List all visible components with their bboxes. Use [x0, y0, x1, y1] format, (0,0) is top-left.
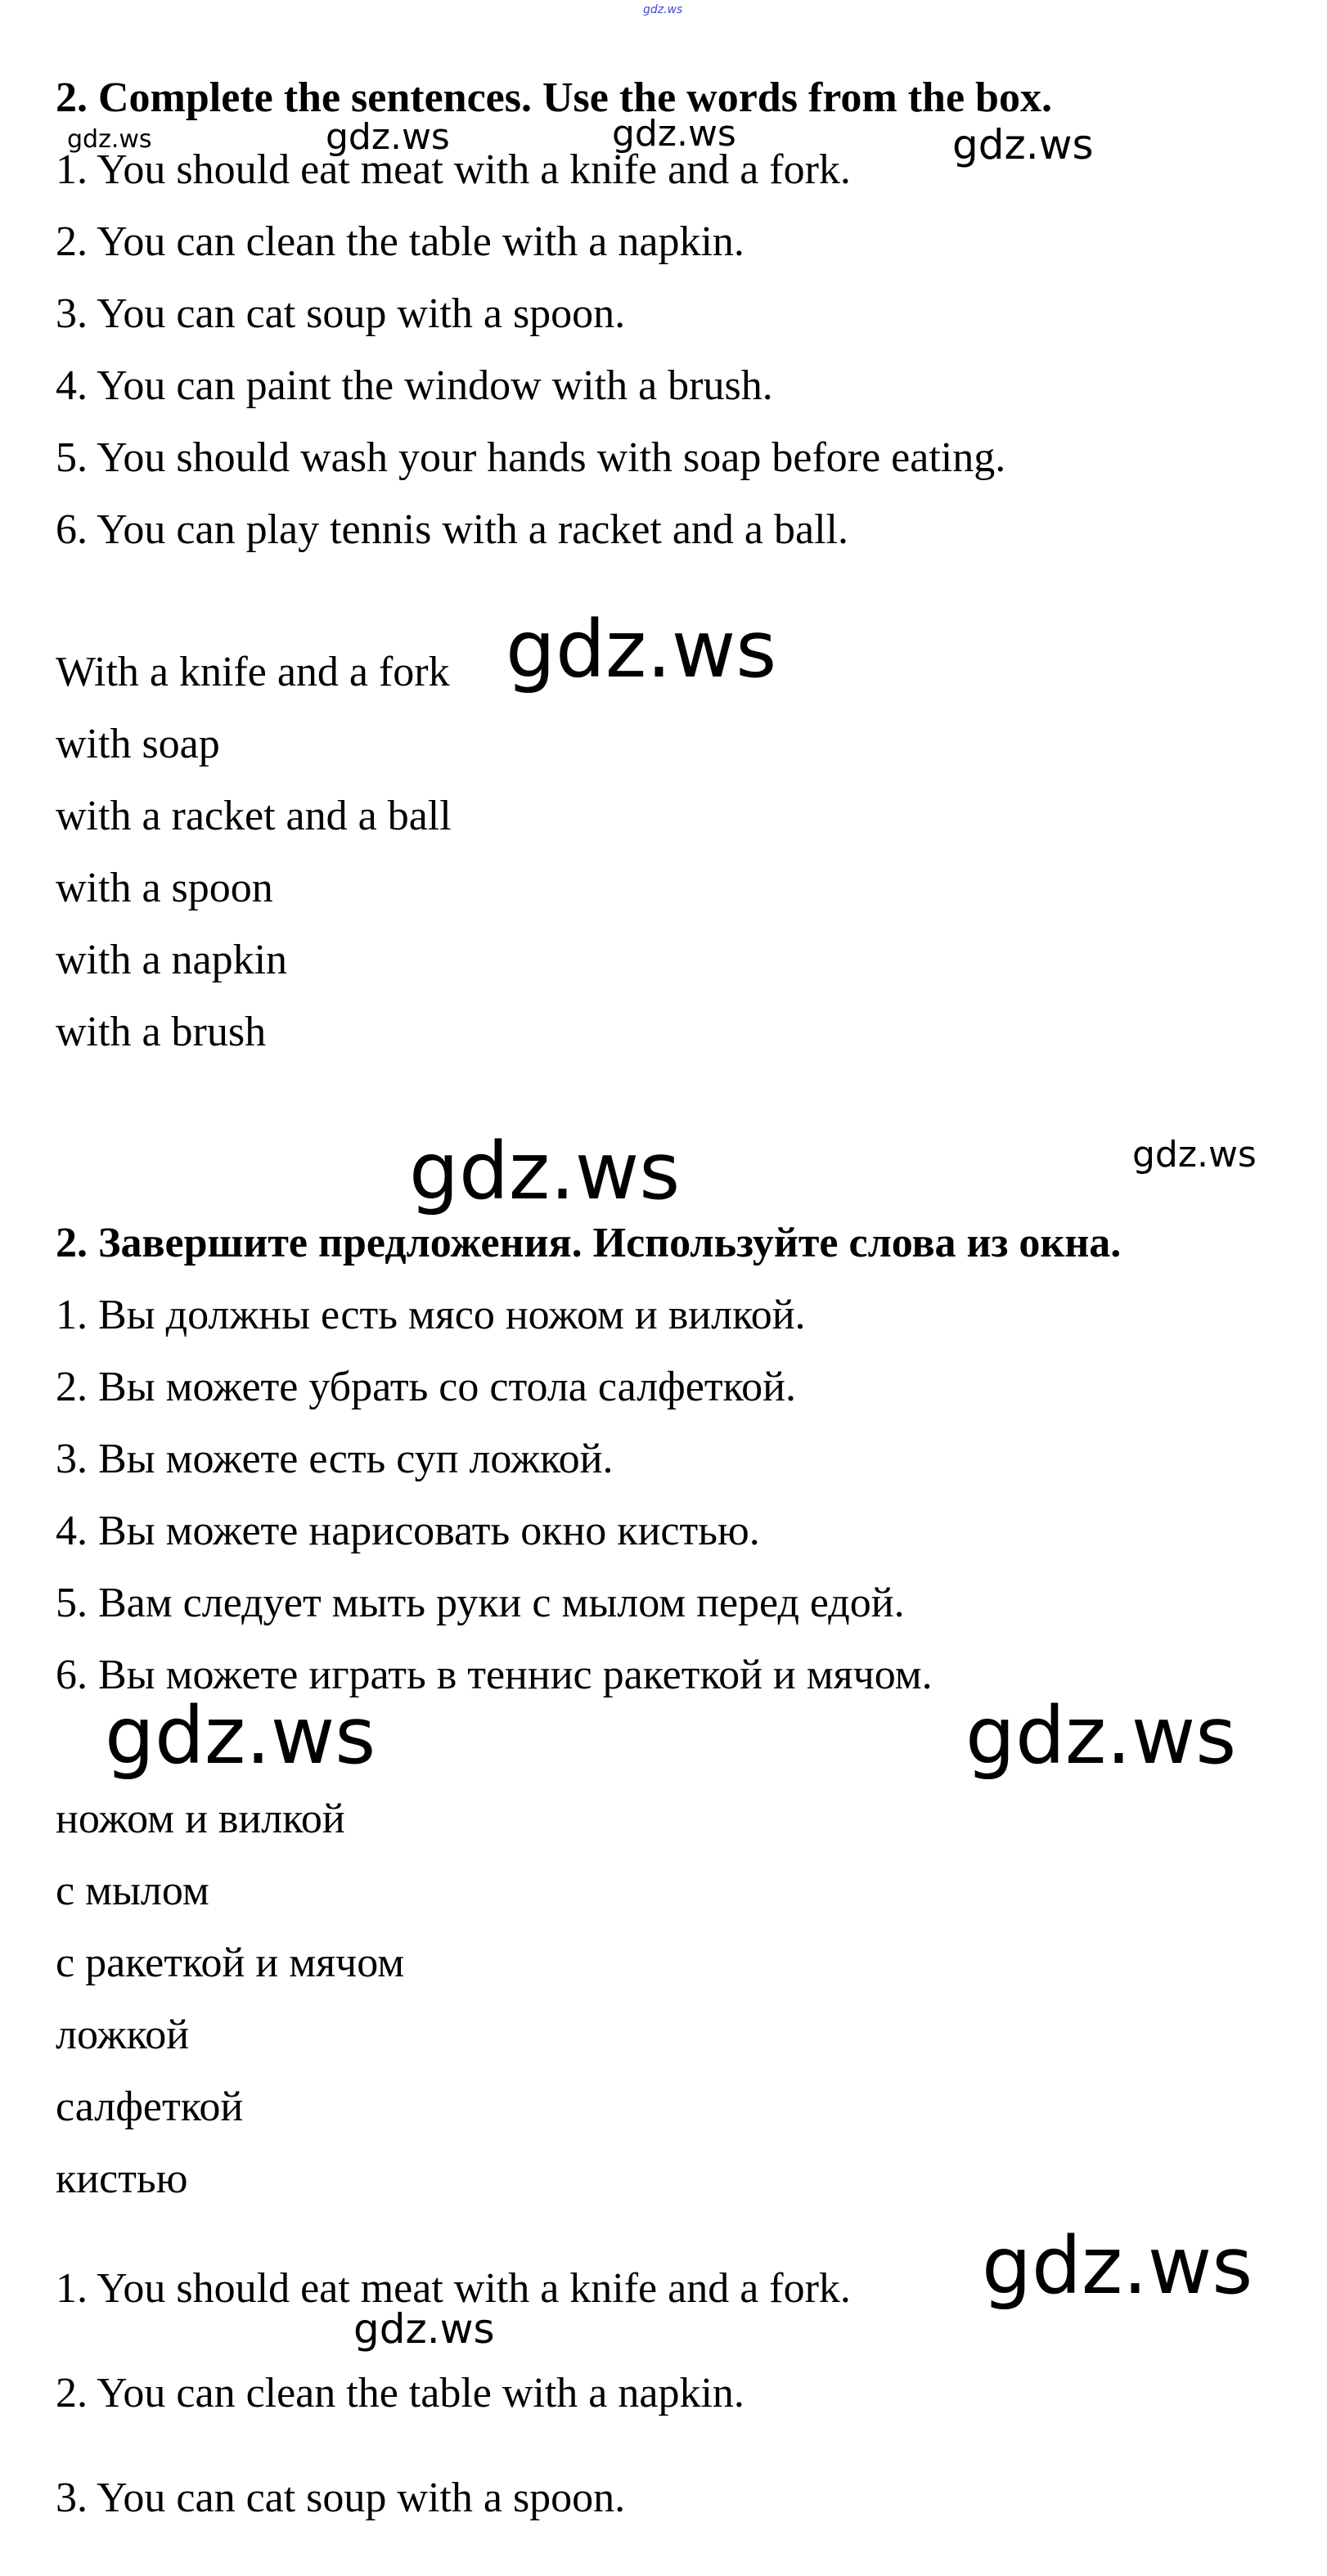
english-box-word-5: with a napkin	[56, 937, 288, 983]
english-sentence-3: 3. You can cat soup with a spoon.	[56, 290, 626, 337]
english-sentence-5: 5. You should wash your hands with soap before eating.	[56, 434, 1006, 481]
russian-sentence-1: 1. Вы должны есть мясо ножом и вилкой.	[56, 1292, 806, 1338]
english-sentence-6: 6. You can play tennis with a racket and a ball.	[56, 506, 848, 553]
russian-box-word-5: салфеткой	[56, 2084, 244, 2130]
english-sentence-2: 2. You can clean the table with a napkin.	[56, 218, 744, 265]
russian-sentence-6: 6. Вы можете играть в теннис ракеткой и мячом.	[56, 1652, 933, 1698]
watermark-11: gdz.ws	[353, 2305, 495, 2353]
final-sentence-2: 2. You can clean the table with a napkin.	[56, 2370, 744, 2416]
russian-box-word-2: с мылом	[56, 1868, 209, 1914]
top-watermark: gdz.ws	[643, 3, 683, 16]
watermark-3: gdz.ws	[612, 113, 736, 155]
watermark-1: gdz.ws	[67, 125, 152, 154]
russian-box-word-3: с ракеткой и мячом	[56, 1940, 405, 1986]
watermark-7: gdz.ws	[1132, 1134, 1257, 1176]
english-heading: 2. Complete the sentences. Use the words from the box.	[56, 74, 1052, 121]
watermark-4: gdz.ws	[952, 121, 1094, 169]
english-box-word-6: with a brush	[56, 1009, 267, 1055]
russian-box-word-1: ножом и вилкой	[56, 1796, 345, 1842]
watermark-10: gdz.ws	[982, 2220, 1253, 2312]
english-box-word-1: With a knife and a fork	[56, 649, 450, 695]
english-box-word-4: with a spoon	[56, 865, 273, 911]
russian-sentence-5: 5. Вам следует мыть руки с мылом перед едой.	[56, 1580, 905, 1626]
russian-sentence-3: 3. Вы можете есть суп ложкой.	[56, 1436, 614, 1482]
russian-sentence-2: 2. Вы можете убрать со стола салфеткой.	[56, 1364, 796, 1410]
russian-box-word-4: ложкой	[56, 2012, 190, 2058]
english-box-word-2: with soap	[56, 721, 220, 767]
watermark-2: gdz.ws	[326, 116, 450, 158]
english-box-word-3: with a racket and a ball	[56, 793, 452, 839]
russian-box-word-6: кистью	[56, 2156, 188, 2202]
english-sentence-1: 1. You should eat meat with a knife and a fork.	[56, 146, 851, 193]
russian-heading: 2. Завершите предложения. Используйте слова из окна.	[56, 1220, 1122, 1266]
russian-sentence-4: 4. Вы можете нарисовать окно кистью.	[56, 1508, 760, 1554]
watermark-8: gdz.ws	[105, 1690, 376, 1782]
final-sentence-1: 1. You should eat meat with a knife and a fork.	[56, 2265, 851, 2312]
watermark-5: gdz.ws	[506, 604, 777, 695]
english-sentence-4: 4. You can paint the window with a brush.	[56, 362, 773, 409]
final-sentence-3: 3. You can cat soup with a spoon.	[56, 2475, 626, 2521]
watermark-6: gdz.ws	[409, 1126, 681, 1217]
watermark-9: gdz.ws	[965, 1690, 1237, 1782]
